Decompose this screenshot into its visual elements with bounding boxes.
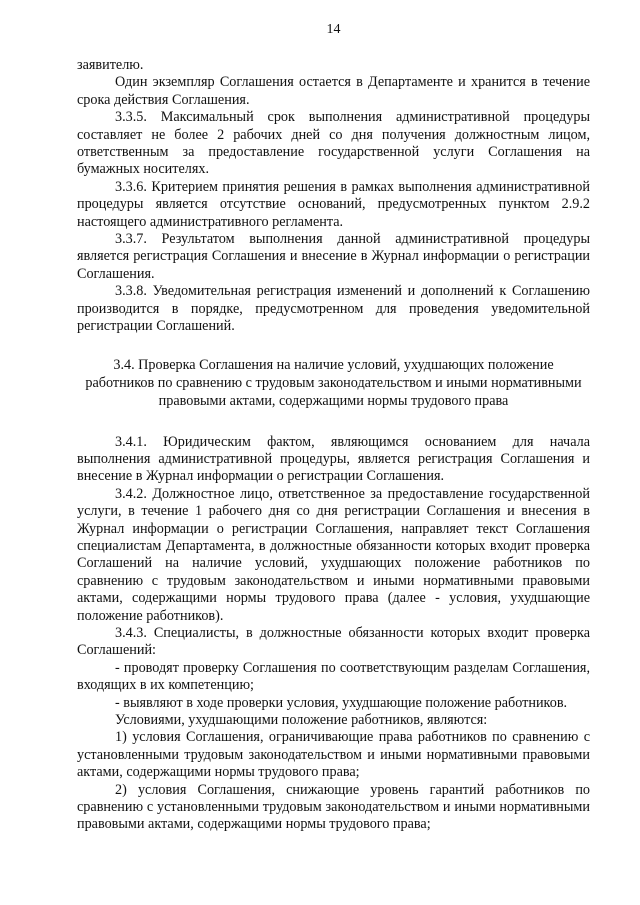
paragraph-3-4-2: 3.4.2. Должностное лицо, ответственное за предоставление государственной услуги, в течение 1 рабочего дня со дня регистрации Соглашения и внесения в Журнал информации о регистрации Соглашения, направляет текст Соглашения специалистам Департамента, в должностные обязанности которых входит проверка Соглашений на наличие условий, ухудшающих положение работников по сравнению с трудовым законодательством и иными нормативными правовыми актами, содержащими нормы трудового права (далее - условия, ухудшающие положение работников). (77, 485, 590, 624)
paragraph-3-3-8: 3.3.8. Уведомительная регистрация изменений и дополнений к Соглашению производится в порядке, предусмотренном для проведения уведомительной регистрации Соглашений. (77, 283, 590, 335)
paragraph-3-3-6: 3.3.6. Критерием принятия решения в рамках выполнения административной процедуры является отсутствие оснований, предусмотренных пунктом 2.9.2 настоящего административного регламента. (77, 178, 590, 230)
list-item-condition-1: 1) условия Соглашения, ограничивающие права работников по сравнению с установленными трудовым законодательством и иными нормативными правовыми актами, содержащими нормы трудового права; (77, 729, 590, 781)
page-number: 14 (326, 22, 341, 37)
section-heading-3-4: 3.4. Проверка Соглашения на наличие условий, ухудшающих положение работников по сравнению с трудовым законодательством и иными нормативными правовыми актами, содержащими нормы трудового права (85, 356, 582, 409)
list-item-identify-conditions: - выявляют в ходе проверки условия, ухудшающие положение работников. (115, 694, 568, 711)
paragraph-conditions-intro: Условиями, ухудшающими положение работников, являются: (115, 712, 488, 728)
paragraph-3-4-3: 3.4.3. Специалисты, в должностные обязанности которых входит проверка Соглашений: (77, 624, 590, 659)
paragraph-3-3-7: 3.3.7. Результатом выполнения данной административной процедуры является регистрация Соглашения и внесение в Журнал информации о регистрации Соглашения. (77, 231, 590, 282)
list-item-condition-2: 2) условия Соглашения, снижающие уровень гарантий работников по сравнению с установленными трудовым законодательством и иными нормативными правовыми актами, содержащими нормы трудового права; (77, 781, 590, 833)
list-item-check-sections: - проводят проверку Соглашения по соответствующим разделам Соглашения, входящих в их компетенцию; (77, 659, 590, 694)
paragraph-3-4-1: 3.4.1. Юридическим фактом, являющимся основанием для начала выполнения административной процедуры, является регистрация Соглашения и внесение в Журнал информации о регистрации Соглашения. (77, 433, 590, 485)
paragraph-continuation: заявителю. (77, 57, 144, 73)
paragraph-copy-retention: Один экземпляр Соглашения остается в Департаменте и хранится в течение срока действия Соглашения. (77, 74, 590, 108)
paragraph-3-3-5: 3.3.5. Максимальный срок выполнения административной процедуры составляет не более 2 рабочих дней со дня получения должностным лицом, ответственным за предоставление государственной услуги Соглашения на бумажных носителях. (77, 109, 590, 178)
